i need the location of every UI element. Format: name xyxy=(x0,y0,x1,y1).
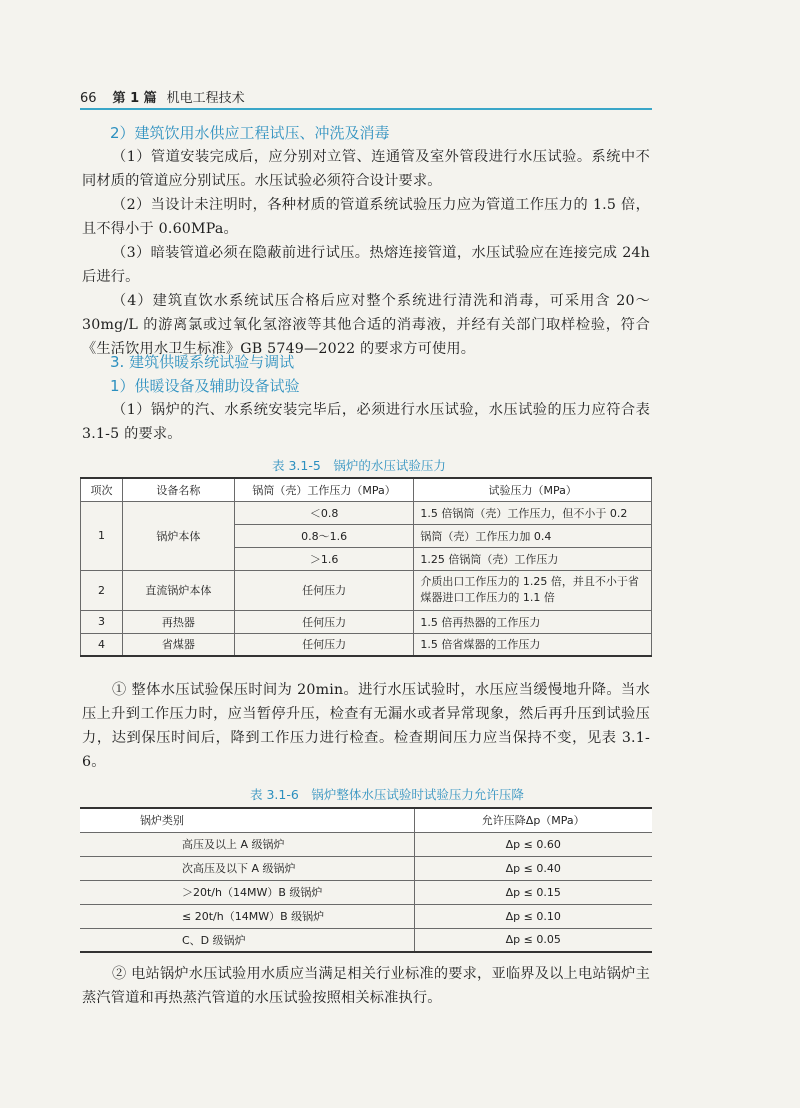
table-cell: 锅筒（壳）工作压力加 0.4 xyxy=(414,524,652,547)
table-header-cell: 试验压力（MPa） xyxy=(414,478,652,501)
table-row xyxy=(80,904,652,928)
table-header-cell: 项次 xyxy=(81,478,123,501)
table-cell: 任何压力 xyxy=(234,610,414,633)
table-cell: ＜0.8 xyxy=(234,501,414,524)
table-cell: ＞1.6 xyxy=(234,547,414,570)
table-cell: 1.5 倍省煤器的工作压力 xyxy=(414,633,652,656)
running-header xyxy=(80,86,650,106)
paragraph-3-1: （1）锅炉的汽、水系统安装完毕后，必须进行水压试验，水压试验的压力应符合表 3.1-5 的要求。 xyxy=(82,402,650,442)
table-cell: 1.25 倍锅筒（壳）工作压力 xyxy=(414,547,652,570)
paragraph-2-3: （3）暗装管道必须在隐蔽前进行试压。热熔连接管道，水压试验应在连接完成 24h 后进行。 xyxy=(82,245,650,285)
section-3-heading: 3. 建筑供暖系统试验与调试 xyxy=(110,353,295,371)
table-cell: 锅炉本体 xyxy=(122,501,234,570)
table-row xyxy=(81,633,652,656)
table-cell: Δp ≤ 0.60 xyxy=(414,832,652,856)
table-cell: 省煤器 xyxy=(122,633,234,656)
table-header-cell: 锅炉类别 xyxy=(80,808,414,832)
table-cell: 4 xyxy=(81,633,123,656)
allowed-pressure-drop-table xyxy=(80,807,652,953)
table-cell: 0.8～1.6 xyxy=(234,524,414,547)
table-cell: Δp ≤ 0.15 xyxy=(414,880,652,904)
note-1: ① 整体水压试验保压时间为 20min。进行水压试验时，水压应当缓慢地升降。当水压上升到工作压力时，应当暂停升压，检查有无漏水或者异常现象，然后再升压到试验压力，达到保压时间后，降到工作压力进行检查。检查期间压力应当保持不变，见表 3.1-6。 xyxy=(82,682,650,770)
table-header-row xyxy=(80,808,652,832)
table-cell: C、D 级锅炉 xyxy=(80,928,414,952)
table-header-cell: 锅筒（壳）工作压力（MPa） xyxy=(234,478,414,501)
table-row xyxy=(81,501,652,524)
section-2-heading: 2）建筑饮用水供应工程试压、冲洗及消毒 xyxy=(110,124,390,142)
table-row xyxy=(80,856,652,880)
table-cell: 再热器 xyxy=(122,610,234,633)
table-cell: Δp ≤ 0.40 xyxy=(414,856,652,880)
table-header-cell: 设备名称 xyxy=(122,478,234,501)
table-cell: 高压及以上 A 级锅炉 xyxy=(80,832,414,856)
paragraph-2-4: （4）建筑直饮水系统试压合格后应对整个系统进行清洗和消毒，可采用含 20～30mg/L 的游离氯或过氧化氢溶液等其他合适的消毒液，并经有关部门取样检验，符合《生活饮用水卫生标准》GB 5749—2022 的要求方可使用。 xyxy=(82,293,650,357)
table-cell: 介质出口工作压力的 1.25 倍，并且不小于省煤器进口工作压力的 1.1 倍 xyxy=(414,570,652,610)
table-cell: 1.5 倍再热器的工作压力 xyxy=(414,610,652,633)
page-number: 66 xyxy=(80,91,97,106)
paragraph-2-2: （2）当设计未注明时，各种材质的管道系统试验压力应为管道工作压力的 1.5 倍，且不得小于 0.60MPa。 xyxy=(82,197,650,237)
part-label: 第 1 篇 xyxy=(112,91,157,106)
chapter-title: 机电工程技术 xyxy=(166,91,245,106)
table-cell: 次高压及以下 A 级锅炉 xyxy=(80,856,414,880)
table-cell: 任何压力 xyxy=(234,633,414,656)
table-row xyxy=(81,610,652,633)
section-3-1-heading: 1）供暖设备及辅助设备试验 xyxy=(110,377,300,395)
table-row xyxy=(80,928,652,952)
header-rule xyxy=(80,108,652,110)
table-cell: 1 xyxy=(81,501,123,570)
table-2-caption: 表 3.1-6 锅炉整体水压试验时试验压力允许压降 xyxy=(250,787,524,802)
table-1-caption: 表 3.1-5 锅炉的水压试验压力 xyxy=(272,458,446,473)
boiler-pressure-table xyxy=(80,477,652,657)
table-header-cell: 允许压降Δp（MPa） xyxy=(414,808,652,832)
table-cell: 3 xyxy=(81,610,123,633)
table-row xyxy=(80,880,652,904)
table-header-row xyxy=(81,478,652,501)
table-cell: 1.5 倍锅筒（壳）工作压力，但不小于 0.2 xyxy=(414,501,652,524)
table-cell: Δp ≤ 0.05 xyxy=(414,928,652,952)
table-cell: 2 xyxy=(81,570,123,610)
table-cell: 直流锅炉本体 xyxy=(122,570,234,610)
table-row xyxy=(80,832,652,856)
table-cell: Δp ≤ 0.10 xyxy=(414,904,652,928)
table-row xyxy=(81,570,652,610)
table-cell: ≤ 20t/h（14MW）B 级锅炉 xyxy=(80,904,414,928)
table-cell: ＞20t/h（14MW）B 级锅炉 xyxy=(80,880,414,904)
note-2: ② 电站锅炉水压试验用水质应当满足相关行业标准的要求，亚临界及以上电站锅炉主蒸汽管道和再热蒸汽管道的水压试验按照相关标准执行。 xyxy=(82,966,650,1006)
table-cell: 任何压力 xyxy=(234,570,414,610)
paragraph-2-1: （1）管道安装完成后，应分别对立管、连通管及室外管段进行水压试验。系统中不同材质的管道应分别试压。水压试验必须符合设计要求。 xyxy=(82,149,650,189)
